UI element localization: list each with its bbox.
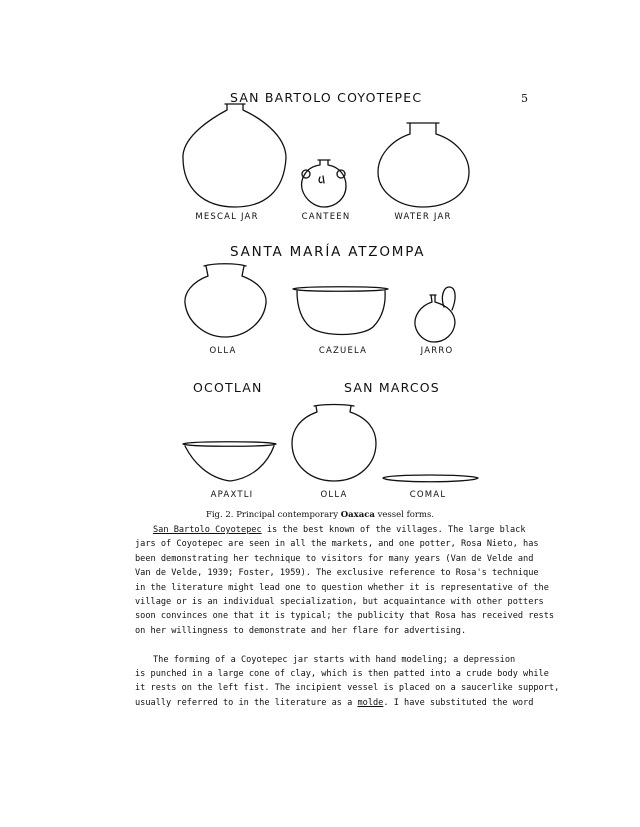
label-apaxtli: APAXTLI: [210, 490, 254, 500]
label-olla-san-marcos: OLLA: [320, 490, 348, 500]
olla-atzompa-drawing: [185, 264, 266, 337]
label-jarro: JARRO: [420, 346, 454, 356]
label-comal: COMAL: [409, 490, 447, 500]
olla-san-marcos-drawing: [292, 405, 376, 482]
body-text: [135, 523, 560, 710]
label-olla-atzompa: OLLA: [209, 346, 237, 356]
text-line: is punched in a large cone of clay, which is then patted into a crude body while: [135, 669, 549, 680]
section-title-ocotlan: OCOTLAN: [193, 380, 263, 395]
text-line: The forming of a Coyotepec jar starts with hand modeling; a depression: [153, 654, 516, 665]
label-cazuela: CAZUELA: [318, 346, 368, 356]
label-water-jar: WATER JAR: [394, 212, 452, 222]
cazuela-drawing: [293, 287, 388, 335]
comal-drawing: [383, 475, 478, 482]
text-line: usually referred to in the literature as a molde. I have substituted the word: [135, 697, 534, 708]
page-number: 5: [521, 92, 528, 105]
water-jar-drawing: [378, 123, 469, 207]
paragraph-1: [135, 523, 555, 638]
paragraph-2: [135, 653, 560, 711]
jarro-drawing: [415, 287, 455, 342]
text-line: in the literature might lead one to question whether it is representative of the: [135, 582, 549, 593]
section-title-san-marcos: SAN MARCOS: [344, 380, 440, 395]
figure-caption: Fig. 2. Principal contemporary Oaxaca vessel forms.: [205, 510, 435, 520]
text-line: jars of Coyotepec are seen in all the markets, and one potter, Rosa Nieto, has: [135, 539, 539, 550]
text-line: Van de Velde, 1939; Foster, 1959). The exclusive reference to Rosa's technique: [135, 568, 539, 579]
apaxtli-drawing: [183, 442, 276, 481]
text-line: been demonstrating her technique to visitors for many years (Van de Velde and: [135, 553, 534, 564]
mescal-jar-drawing: [183, 104, 286, 207]
text-line: village or is an individual specialization, but acquaintance with other potters: [135, 597, 544, 608]
label-canteen: CANTEEN: [301, 212, 351, 222]
text-line: it rests on the left fist. The incipient vessel is placed on a saucerlike support,: [135, 683, 560, 694]
label-mescal-jar: MESCAL JAR: [195, 212, 259, 222]
section-title-san-bartolo: SAN BARTOLO COYOTEPEC: [230, 90, 423, 105]
section-title-santa-maria: SANTA MARÍA ATZOMPA: [230, 244, 426, 260]
text-line: soon convinces one that it is typical; the publicity that Rosa has received rests: [135, 611, 555, 622]
text-line: San Bartolo Coyotepec is the best known of the villages. The large black: [153, 525, 526, 535]
text-line: on her willingness to demonstrate and her flare for advertising.: [135, 625, 467, 636]
